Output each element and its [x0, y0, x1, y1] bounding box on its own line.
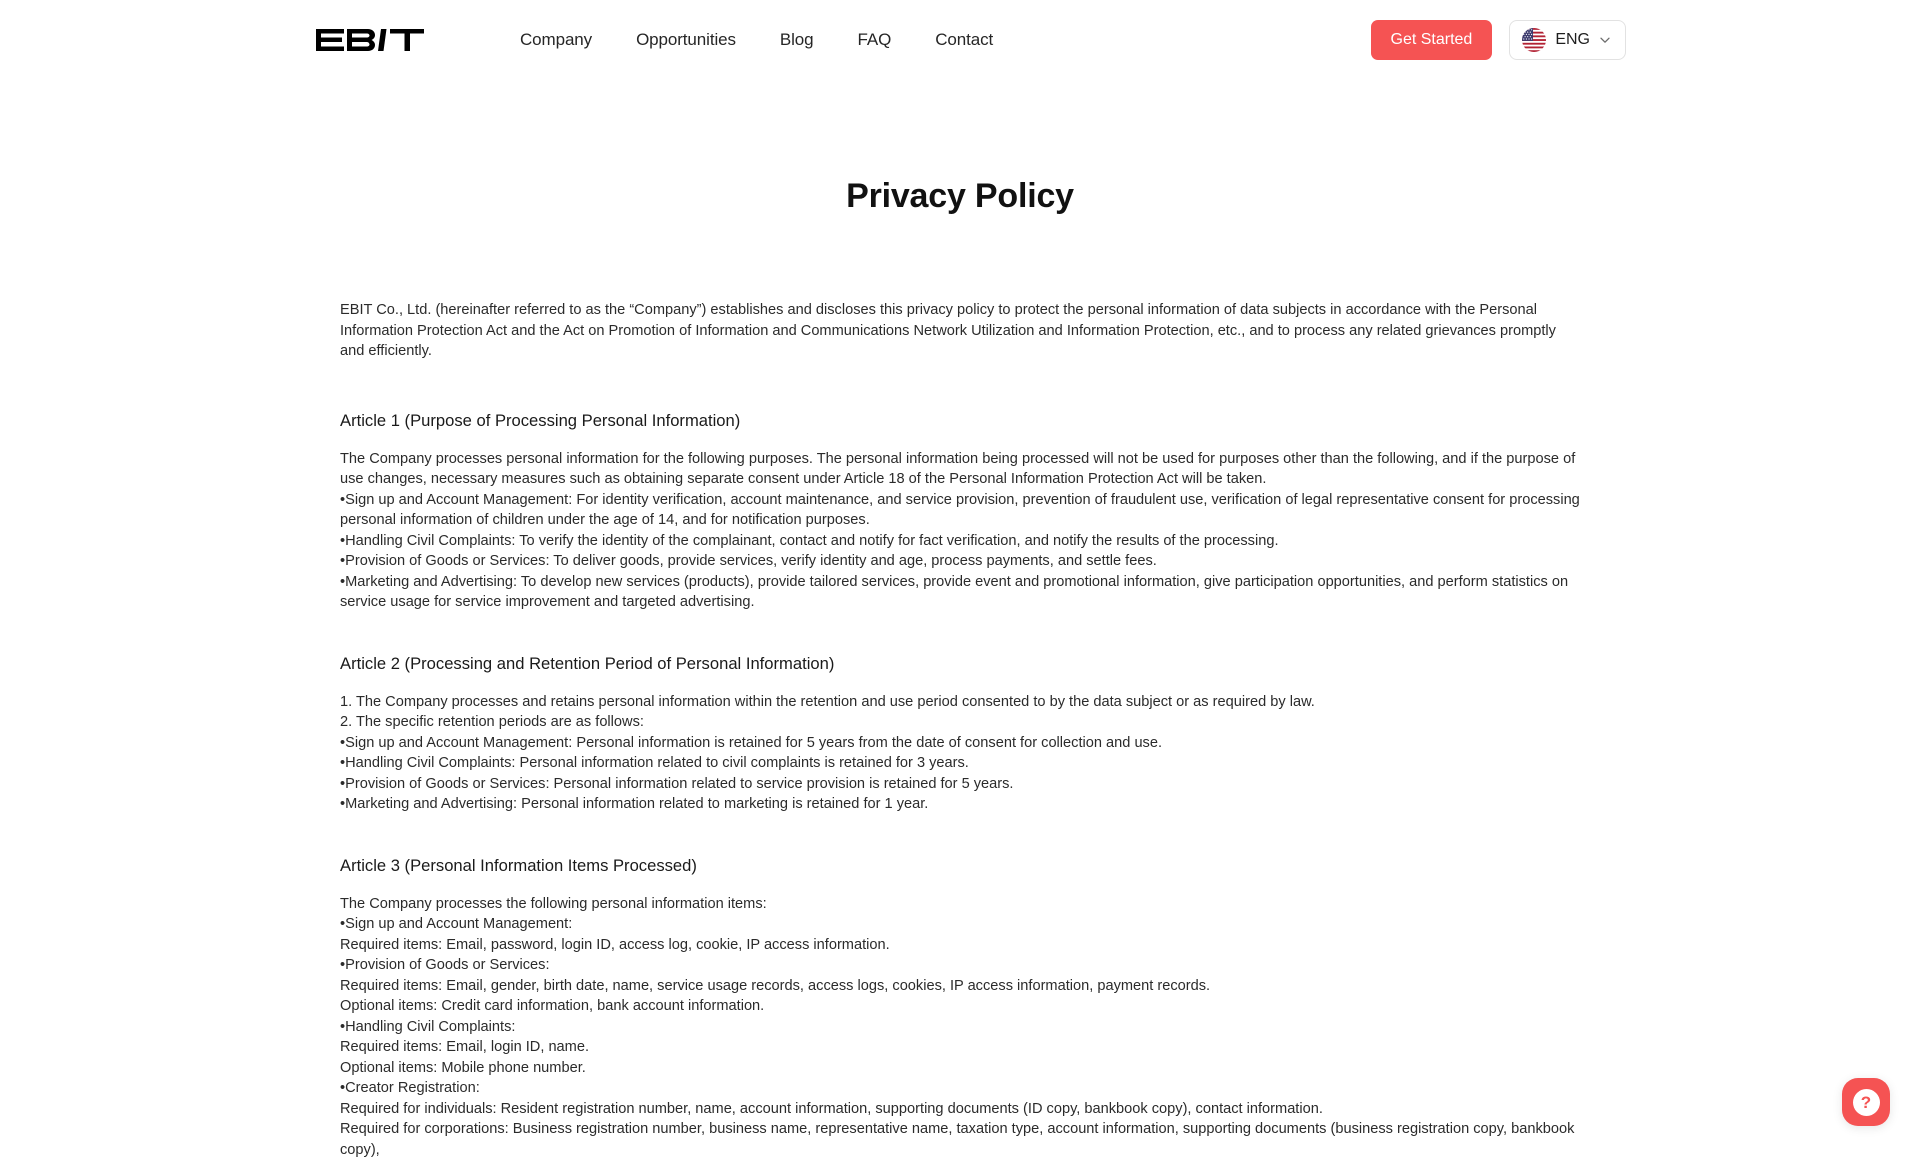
- article-3-line-1: •Sign up and Account Management:: [340, 914, 1580, 935]
- article-2-line-4: •Provision of Goods or Services: Personal information related to service provision is retained for 5 years.: [340, 774, 1580, 795]
- nav-item-faq[interactable]: FAQ: [836, 22, 914, 58]
- article-1-line-0: The Company processes personal information for the following purposes. The personal information being processed will not be used for purposes other than the following, and if the purpose of use changes, necessary measures such as obtaining separate consent under Article 18 of the Personal Information Protection Act will be taken.: [340, 449, 1580, 490]
- language-selector[interactable]: [1509, 20, 1626, 60]
- article-2-line-0: 1. The Company processes and retains personal information within the retention and use period consented to by the data subject or as required by law.: [340, 692, 1580, 713]
- primary-navigation: [498, 22, 1015, 58]
- article-3: [340, 855, 1580, 1160]
- article-3-line-8: Optional items: Mobile phone number.: [340, 1058, 1580, 1079]
- chevron-down-icon: [1599, 34, 1611, 46]
- article-2-line-5: •Marketing and Advertising: Personal information related to marketing is retained for 1 year.: [340, 794, 1580, 815]
- article-1-line-2: •Handling Civil Complaints: To verify the identity of the complainant, contact and notify for fact verification, and notify the results of the processing.: [340, 531, 1580, 552]
- header-inner: [0, 0, 1920, 80]
- get-started-button[interactable]: Get Started: [1371, 20, 1493, 60]
- header-actions: [1371, 20, 1627, 60]
- article-3-heading: Article 3 (Personal Information Items Processed): [340, 855, 1580, 877]
- article-2-line-1: 2. The specific retention periods are as follows:: [340, 712, 1580, 733]
- language-label: ENG: [1555, 31, 1590, 49]
- nav-item-opportunities[interactable]: Opportunities: [614, 22, 758, 58]
- article-1-heading: Article 1 (Purpose of Processing Personal Information): [340, 410, 1580, 432]
- article-2-line-3: •Handling Civil Complaints: Personal information related to civil complaints is retained for 3 years.: [340, 753, 1580, 774]
- article-3-line-7: Required items: Email, login ID, name.: [340, 1037, 1580, 1058]
- site-header: [0, 0, 1920, 80]
- article-3-line-10: Required for individuals: Resident registration number, name, account information, supporting documents (ID copy, bankbook copy), contact information.: [340, 1099, 1580, 1120]
- article-3-line-0: The Company processes the following personal information items:: [340, 894, 1580, 915]
- page-title: Privacy Policy: [0, 177, 1920, 216]
- article-2-heading: Article 2 (Processing and Retention Period of Personal Information): [340, 653, 1580, 675]
- article-3-body: [340, 894, 1580, 1160]
- nav-item-company[interactable]: Company: [498, 22, 614, 58]
- article-1-line-1: •Sign up and Account Management: For identity verification, account maintenance, and service provision, prevention of fraudulent use, verification of legal representative consent for processing personal information of children under the age of 14, and for notification purposes.: [340, 490, 1580, 531]
- ebit-logo[interactable]: [316, 28, 424, 52]
- article-1-body: [340, 449, 1580, 613]
- article-1-line-3: •Provision of Goods or Services: To deliver goods, provide services, verify identity and age, process payments, and settle fees.: [340, 551, 1580, 572]
- ebit-logo-icon: [316, 28, 424, 52]
- article-3-line-6: •Handling Civil Complaints:: [340, 1017, 1580, 1038]
- article-1-line-4: •Marketing and Advertising: To develop new services (products), provide tailored services, provide event and promotional information, give participation opportunities, and perform statistics on service usage for service improvement and targeted advertising.: [340, 572, 1580, 613]
- article-2-line-2: •Sign up and Account Management: Personal information is retained for 5 years from the date of consent for collection and use.: [340, 733, 1580, 754]
- article-3-line-11: Required for corporations: Business registration number, business name, representative name, taxation type, account information, supporting documents (business registration copy, bankbook copy),: [340, 1119, 1580, 1160]
- article-2: [340, 653, 1580, 815]
- question-mark-icon: ?: [1853, 1089, 1880, 1116]
- help-button[interactable]: [1842, 1078, 1890, 1126]
- page-main: [0, 80, 1920, 1160]
- us-flag-icon: [1522, 28, 1546, 52]
- article-3-line-9: •Creator Registration:: [340, 1078, 1580, 1099]
- article-3-line-2: Required items: Email, password, login ID, access log, cookie, IP access information.: [340, 935, 1580, 956]
- policy-intro: EBIT Co., Ltd. (hereinafter referred to as the “Company”) establishes and discloses this privacy policy to protect the personal information of data subjects in accordance with the Personal Information Protection Act and the Act on Promotion of Information and Communications Network Utilization and Information Protection, etc., and to process any related grievances promptly and efficiently.: [340, 300, 1580, 362]
- article-3-line-4: Required items: Email, gender, birth date, name, service usage records, access logs, cookies, IP access information, payment records.: [340, 976, 1580, 997]
- article-2-body: [340, 692, 1580, 815]
- nav-item-blog[interactable]: Blog: [758, 22, 836, 58]
- nav-item-contact[interactable]: Contact: [913, 22, 1015, 58]
- policy-content: [340, 216, 1580, 1160]
- article-3-line-3: •Provision of Goods or Services:: [340, 955, 1580, 976]
- article-1: [340, 410, 1580, 613]
- article-3-line-5: Optional items: Credit card information, bank account information.: [340, 996, 1580, 1017]
